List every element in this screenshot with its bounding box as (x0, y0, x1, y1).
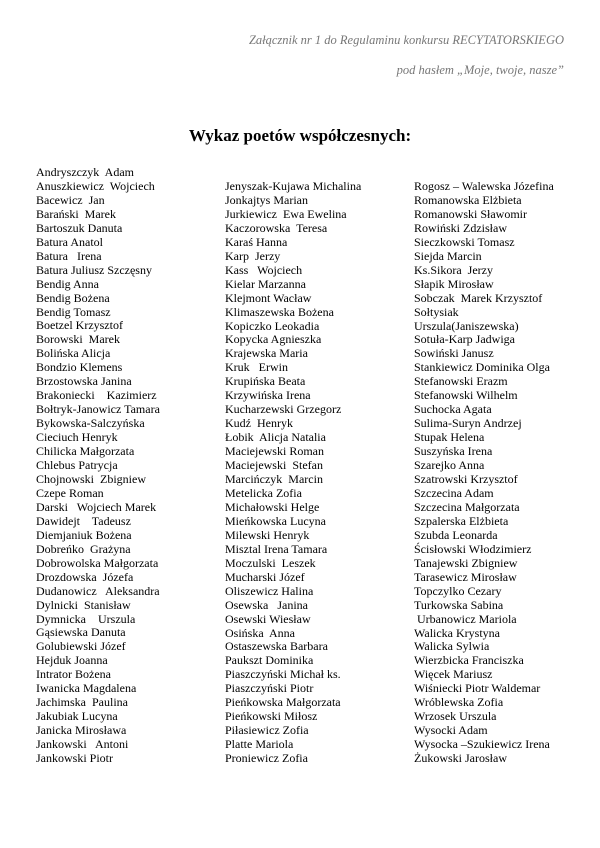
poet-name: Jurkiewicz Ewa Ewelina (225, 206, 347, 221)
poet-name: Mieńkowska Lucyna (225, 513, 326, 528)
poet-name: Tarasewicz Mirosław (414, 569, 517, 584)
poet-name: Mucharski Józef (225, 569, 305, 584)
poet-name: Jenyszak-Kujawa Michalina (225, 179, 362, 193)
poet-name: Czepe Roman (36, 485, 104, 500)
poet-name: Pieńkowski Miłosz (225, 709, 318, 724)
poet-name: Walicka Krystyna (414, 625, 501, 640)
poet-name: Piaszczyński Michał ks. (225, 667, 341, 682)
poet-name: Moczulski Leszek (225, 555, 316, 570)
poet-name: Paukszt Dominika (225, 653, 314, 668)
poet-name: Krzywińska Irena (225, 388, 311, 403)
poet-name: Topczylko Cezary (414, 583, 502, 598)
poet-name: Stefanowski Erazm (414, 374, 508, 389)
poet-name: Diemjaniuk Bożena (36, 527, 132, 542)
poet-name: Pieńkowska Małgorzata (225, 695, 341, 710)
poet-name: Bendig Tomasz (36, 304, 111, 319)
poet-name: Sotuła-Karp Jadwiga (414, 332, 515, 347)
poet-name: Wrzosek Urszula (414, 709, 497, 724)
poet-name: Brzostowska Janina (36, 374, 132, 389)
poet-name: Kudź Henryk (225, 416, 293, 431)
poet-name: Andryszczyk Adam (36, 165, 134, 179)
attachment-header: Załącznik nr 1 do Regulaminu konkursu RECYTATORSKIEGO (248, 33, 564, 47)
poet-name: Cieciuch Henryk (36, 430, 118, 445)
poet-name: Sobczak Marek Krzysztof (414, 290, 543, 305)
poet-name: Sołtysiak (414, 304, 459, 319)
poet-name: Walicka Sylwia (414, 639, 490, 654)
poet-name: Piłasiewicz Zofia (225, 723, 309, 738)
poet-name: Borowski Marek (36, 332, 120, 347)
poet-name: Brakoniecki Kazimierz (36, 388, 157, 403)
page-title: Wykaz poetów współczesnych: (188, 126, 412, 145)
poet-name: Karp Jerzy (225, 248, 281, 263)
poet-name: Chojnowski Zbigniew (36, 471, 146, 486)
poet-name: Wiśniecki Piotr Waldemar (414, 681, 541, 696)
poet-name: Chilicka Małgorzata (36, 444, 135, 459)
poet-name: Darski Wojciech Marek (36, 499, 157, 514)
poet-name: Osińska Anna (225, 625, 295, 640)
poet-name: Dudanowicz Aleksandra (36, 583, 160, 598)
poet-name: Wysocki Adam (414, 723, 488, 738)
poet-name: Ks.Sikora Jerzy (414, 262, 493, 277)
poet-name: Sulima-Suryn Andrzej (414, 416, 522, 431)
poet-name: Ścisłowski Włodzimierz (414, 541, 532, 556)
poet-name: Misztal Irena Tamara (225, 541, 328, 556)
poet-name: Turkowska Sabina (414, 597, 504, 612)
poet-name: Kucharzewski Grzegorz (225, 402, 342, 417)
poet-name: Bykowska-Salczyńska (36, 416, 145, 431)
poet-name: Osewski Wiesław (225, 611, 311, 626)
poet-name: Dylnicki Stanisław (36, 597, 131, 612)
poet-name: Sowiński Janusz (414, 346, 494, 361)
poet-name: Platte Mariola (225, 737, 294, 752)
poet-name: Batura Anatol (36, 234, 103, 249)
poet-name: Boetzel Krzysztof (36, 318, 123, 333)
poet-name: Metelicka Zofia (225, 485, 302, 500)
poet-name: Romanowska Elżbieta (414, 192, 522, 207)
poet-name: Chlebus Patrycja (36, 458, 118, 473)
poet-name: Bondzio Klemens (36, 360, 123, 375)
poet-name: Szarejko Anna (414, 458, 485, 473)
poet-name: Szczecina Małgorzata (414, 499, 520, 514)
poet-name: Dymnicka Urszula (36, 611, 136, 626)
poet-name: Jankowski Antoni (36, 737, 129, 752)
poet-name: Krajewska Maria (225, 346, 308, 361)
poet-name: Bolińska Alicja (36, 346, 111, 361)
poet-name: Łobik Alicja Natalia (225, 430, 326, 445)
poet-name: Bendig Anna (36, 276, 99, 291)
poet-name: Jankowski Piotr (36, 751, 114, 766)
poet-name: Szczecina Adam (414, 485, 494, 500)
poet-name: Bartoszuk Danuta (36, 220, 123, 235)
poet-name: Drozdowska Józefa (36, 569, 134, 584)
poet-name: Wysocka –Szukiewicz Irena (414, 737, 550, 752)
poet-name: Dobreńko Grażyna (36, 541, 131, 556)
poet-list-column-1 (36, 166, 160, 766)
poet-name: Więcek Mariusz (414, 667, 493, 682)
poet-name: Klimaszewska Bożena (225, 304, 334, 319)
poet-name: Szatrowski Krzysztof (414, 472, 518, 487)
poet-list-column-3 (414, 180, 554, 766)
poet-name: Suszyńska Irena (414, 444, 493, 459)
poet-name: Anuszkiewicz Wojciech (36, 178, 155, 193)
poet-name: Kass Wojciech (225, 262, 303, 277)
poet-name: Kopycka Agnieszka (225, 332, 322, 347)
poet-name: Słapik Mirosław (414, 276, 494, 291)
poet-name: Urbanowicz Mariola (414, 611, 517, 626)
poet-name: Szubda Leonarda (414, 527, 498, 542)
poet-name: Tanajewski Zbigniew (414, 555, 518, 570)
poet-name: Kruk Erwin (225, 360, 288, 375)
poet-name: Jakubiak Lucyna (36, 709, 118, 724)
poet-name: Szpalerska Elżbieta (414, 513, 509, 528)
poet-name: Kopiczko Leokadia (225, 318, 320, 333)
poet-name: Bendig Bożena (36, 290, 110, 305)
poet-name: Rogosz – Walewska Józefina (414, 179, 554, 193)
poet-name: Batura Juliusz Szczęsny (36, 262, 152, 277)
poet-name: Gąsiewska Danuta (36, 625, 126, 640)
poet-name: Marcińczyk Marcin (225, 472, 323, 487)
poet-name: Stupak Helena (414, 430, 485, 445)
poet-name: Wierzbicka Franciszka (414, 653, 524, 668)
poet-name: Hejduk Joanna (36, 653, 108, 668)
poet-name: Żukowski Jarosław (414, 751, 507, 766)
poet-name: Karaś Hanna (225, 234, 288, 249)
poet-name: Kielar Marzanna (225, 276, 306, 291)
poet-name: Oliszewicz Halina (225, 583, 314, 598)
poet-name: Klejmont Wacław (225, 290, 312, 305)
poet-name: Intrator Bożena (36, 667, 111, 682)
poet-name: Stankiewicz Dominika Olga (414, 360, 550, 375)
poet-name: Bacewicz Jan (36, 192, 105, 207)
poet-name: Dawidejt Tadeusz (36, 513, 131, 528)
poet-name: Bołtryk-Janowicz Tamara (36, 402, 160, 417)
poet-name: Batura Irena (36, 248, 102, 263)
contest-motto: pod hasłem „Moje, twoje, nasze” (396, 63, 564, 77)
poet-name: Michałowski Helge (225, 499, 320, 514)
poet-name: Stefanowski Wilhelm (414, 388, 518, 403)
poet-name: Proniewicz Zofia (225, 751, 308, 766)
poet-name: Milewski Henryk (225, 527, 310, 542)
poet-name: Maciejewski Stefan (225, 458, 323, 473)
poet-name: Krupińska Beata (225, 374, 306, 389)
poet-name: Siejda Marcin (414, 248, 482, 263)
poet-name: Sieczkowski Tomasz (414, 234, 515, 249)
poet-name: Rowiński Zdzisław (414, 220, 507, 235)
poet-name: Janicka Mirosława (36, 723, 127, 738)
poet-name: Osewska Janina (225, 597, 308, 612)
poet-name: Urszula(Janiszewska) (414, 318, 519, 333)
poet-name: Kaczorowska Teresa (225, 220, 328, 235)
poet-name: Wróblewska Zofia (414, 695, 504, 710)
poet-name: Barański Marek (36, 206, 116, 221)
poet-name: Piaszczyński Piotr (225, 681, 314, 696)
poet-name: Maciejewski Roman (225, 444, 324, 459)
poet-name: Jachimska Paulina (36, 695, 128, 710)
poet-name: Ostaszewska Barbara (225, 639, 328, 654)
poet-name: Jonkajtys Marian (225, 192, 308, 207)
poet-name: Iwanicka Magdalena (36, 681, 137, 696)
poet-list-column-2 (225, 180, 361, 766)
poet-name: Romanowski Sławomir (414, 206, 527, 221)
poet-name: Golubiewski Józef (36, 639, 126, 654)
poet-name: Suchocka Agata (414, 402, 492, 417)
poet-name: Dobrowolska Małgorzata (36, 555, 159, 570)
